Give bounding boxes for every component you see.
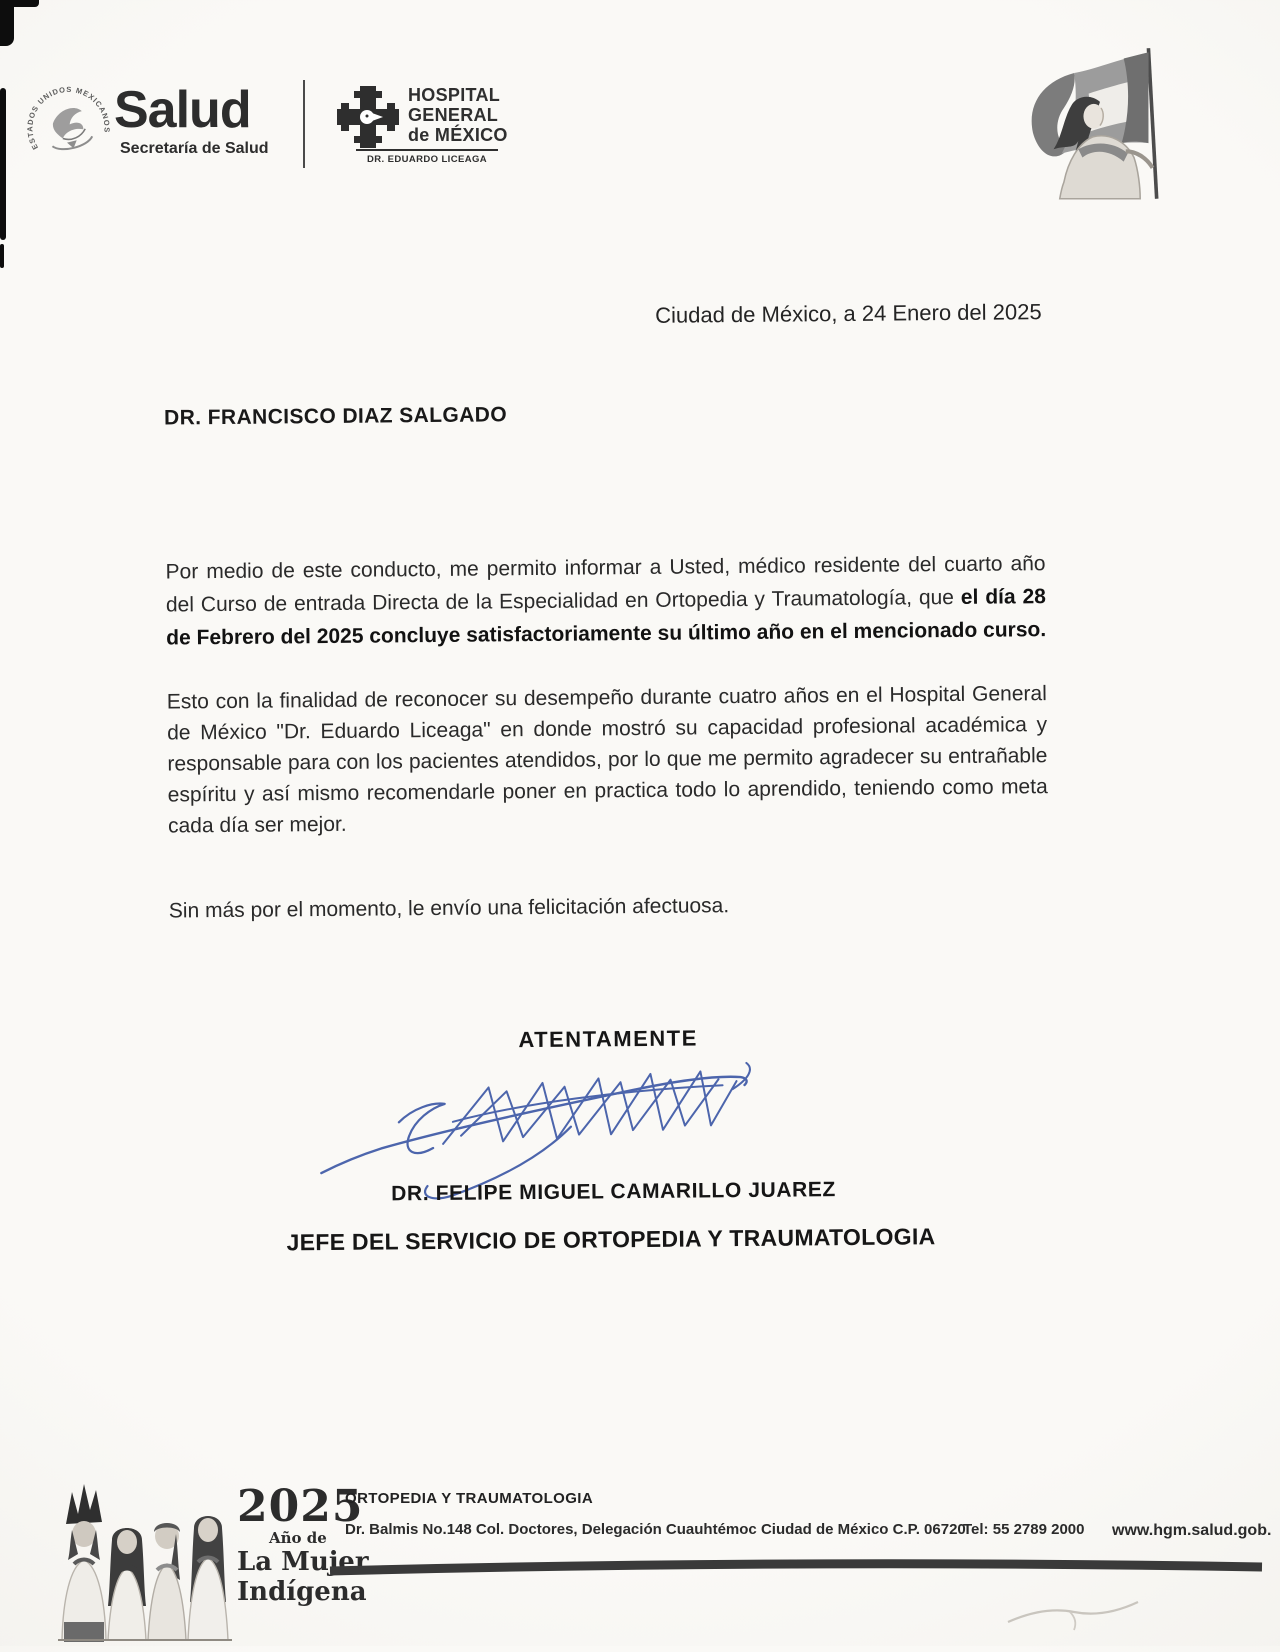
scan-crease-mark <box>1000 1588 1150 1640</box>
paragraph-2: Esto con la finalidad de reconocer su desempeño durante cuatro años en el Hospital General de México "Dr. Eduardo Liceaga" en donde mostró su capacidad profesional académica y responsable para con los pacientes atendidos, por lo que me permito agradecer su entrañable espíritu y así mismo recomendarle poner en practica todo lo aprendido, teniendo como meta cada día ser mejor. <box>166 682 1048 838</box>
scan-artifact-left-edge-2 <box>0 244 4 268</box>
signer-title: JEFE DEL SERVICIO DE ORTOPEDIA Y TRAUMATOLOGIA <box>286 1223 936 1256</box>
hospital-director-name: DR. EDUARDO LICEAGA <box>366 154 488 165</box>
footer-phone: Tel: 55 2789 2000 <box>963 1521 1085 1538</box>
closing-word: ATENTAMENTE <box>518 1025 698 1053</box>
scan-artifact-corner <box>0 0 14 46</box>
hospital-name-line3: de MÉXICO <box>408 125 508 145</box>
paragraph-3: Sin más por el momento, le envío una felicitación afectuosa. <box>168 894 730 923</box>
footer-website: www.hgm.salud.gob. <box>1112 1522 1272 1539</box>
scan-artifact-top-edge <box>13 0 39 7</box>
year-sub-ano-de: Año de <box>269 1529 327 1547</box>
recipient-name: DR. FRANCISCO DIAZ SALGADO <box>164 403 508 430</box>
paragraph-1-normal-text: Por medio de este conducto, me permito informar a Usted, médico residente del cuarto año del Curso de entrada Directa de la Especialidad en Ortopedia y Traumatología, que <box>165 552 1046 617</box>
year-2025: 2025 <box>237 1481 364 1532</box>
salud-subtitle: Secretaría de Salud <box>120 140 269 157</box>
footer-address: Dr. Balmis No.148 Col. Doctores, Delegación Cuauhtémoc Ciudad de México C.P. 06720 <box>345 1521 966 1538</box>
year-sub-la-mujer: La Mujer <box>237 1547 369 1577</box>
hospital-name-line2: GENERAL <box>408 105 499 125</box>
paragraph-1 <box>165 547 1046 654</box>
hospital-name-line1: HOSPITAL <box>408 85 501 105</box>
signer-name: DR. FELIPE MIGUEL CAMARILLO JUAREZ <box>391 1178 837 1206</box>
salud-wordmark: Salud <box>114 81 251 139</box>
handwritten-signature-icon <box>302 1041 763 1195</box>
scan-artifact-left-edge <box>0 88 6 240</box>
indigenous-women-group-icon <box>48 1480 238 1642</box>
footer-bar <box>326 1556 1266 1580</box>
seal-ring-text: ESTADOS UNIDOS MEXICANOS <box>25 84 112 152</box>
footer-department: ORTOPEDIA Y TRAUMATOLOGIA <box>345 1490 594 1507</box>
paragraph-1-bold-text: el día 28 de Febrero del 2025 concluye satisfactoriamente su último año en el mencionado curso. <box>166 585 1047 650</box>
date-line: Ciudad de México, a 24 Enero del 2025 <box>655 299 1042 328</box>
year-sub-indigena: Indígena <box>237 1577 367 1607</box>
